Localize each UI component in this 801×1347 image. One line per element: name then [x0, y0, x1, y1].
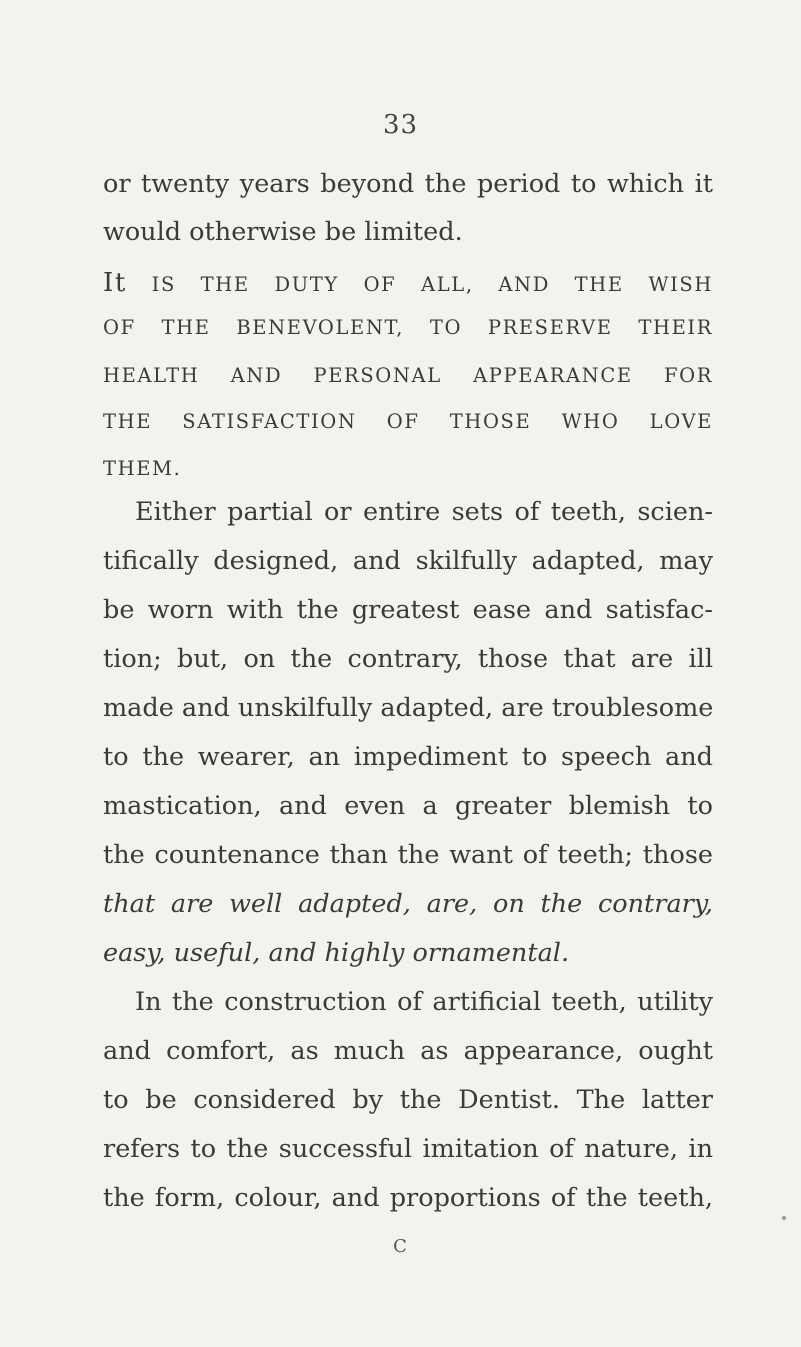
paper-speck [782, 1216, 786, 1220]
text-line-11: tion; but, on the contrary, those that are ill [103, 644, 713, 674]
text-line-17: easy, useful, and highly ornamental. [103, 938, 570, 968]
text-line-18: In the construction of artificial teeth, utility [135, 987, 713, 1017]
text-line-13: to the wearer, an impediment to speech and [103, 742, 713, 772]
text-line-10: be worn with the greatest ease and satisfac- [103, 595, 713, 625]
text-line-14: mastication, and even a greater blemish to [103, 791, 713, 821]
text-line-3-rest: IS THE DUTY OF ALL, AND THE WISH [126, 273, 713, 296]
text-line-9: tifically designed, and skilfully adapted, may [103, 546, 713, 576]
text-line-12: made and unskilfully adapted, are troublesome [103, 693, 714, 723]
text-line-20: to be considered by the Dentist. The latter [103, 1085, 713, 1115]
text-line-21: refers to the successful imitation of nature, in [103, 1134, 713, 1164]
page-number: 33 [382, 110, 419, 140]
signature-mark: C [393, 1236, 408, 1257]
text-line-1: or twenty years beyond the period to which it [103, 169, 713, 199]
text-line-5: HEALTH AND PERSONAL APPEARANCE FOR [103, 364, 713, 387]
text-line-3 [103, 270, 713, 296]
text-line-2: would otherwise be limited. [103, 217, 463, 247]
text-line-22: the form, colour, and proportions of the teeth, [103, 1183, 713, 1213]
drop-cap-word: It [103, 268, 127, 298]
text-line-19: and comfort, as much as appearance, ought [103, 1036, 713, 1066]
text-line-15: the countenance than the want of teeth; those [103, 840, 713, 870]
text-line-7: THEM. [103, 457, 182, 480]
text-line-16: that are well adapted, are, on the contrary, [103, 889, 713, 919]
text-line-8: Either partial or entire sets of teeth, scien- [135, 497, 713, 527]
text-line-6: THE SATISFACTION OF THOSE WHO LOVE [103, 410, 713, 433]
text-line-4: OF THE BENEVOLENT, TO PRESERVE THEIR [103, 316, 713, 339]
